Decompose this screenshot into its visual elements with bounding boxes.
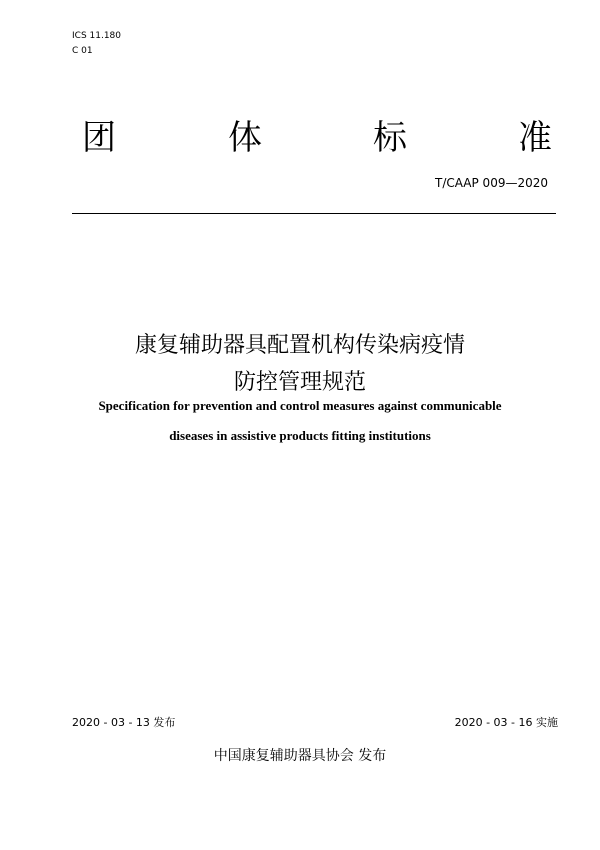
category-char: 标 <box>373 118 407 158</box>
category-char: 体 <box>228 118 262 158</box>
standard-code: T/CAAP 009—2020 <box>435 176 548 190</box>
title-en-line2: diseases in assistive products fitting institutions <box>169 428 431 443</box>
category-char: 团 <box>82 118 116 158</box>
publish-date: 2020 - 03 - 13 发布 <box>72 716 176 729</box>
title-cn-line2: 防控管理规范 <box>233 370 366 395</box>
ics-code: ICS 11.180 <box>72 31 122 41</box>
ccs-code: C 01 <box>72 46 93 56</box>
divider <box>72 213 556 214</box>
title-cn-line1: 康复辅助器具配置机构传染病疫情 <box>134 333 465 358</box>
title-en-line1: Specification for prevention and control measures against communicable <box>98 398 502 413</box>
effective-date: 2020 - 03 - 16 实施 <box>454 716 558 729</box>
category-char: 准 <box>518 118 552 158</box>
publisher: 中国康复辅助器具协会 发布 <box>213 748 387 764</box>
